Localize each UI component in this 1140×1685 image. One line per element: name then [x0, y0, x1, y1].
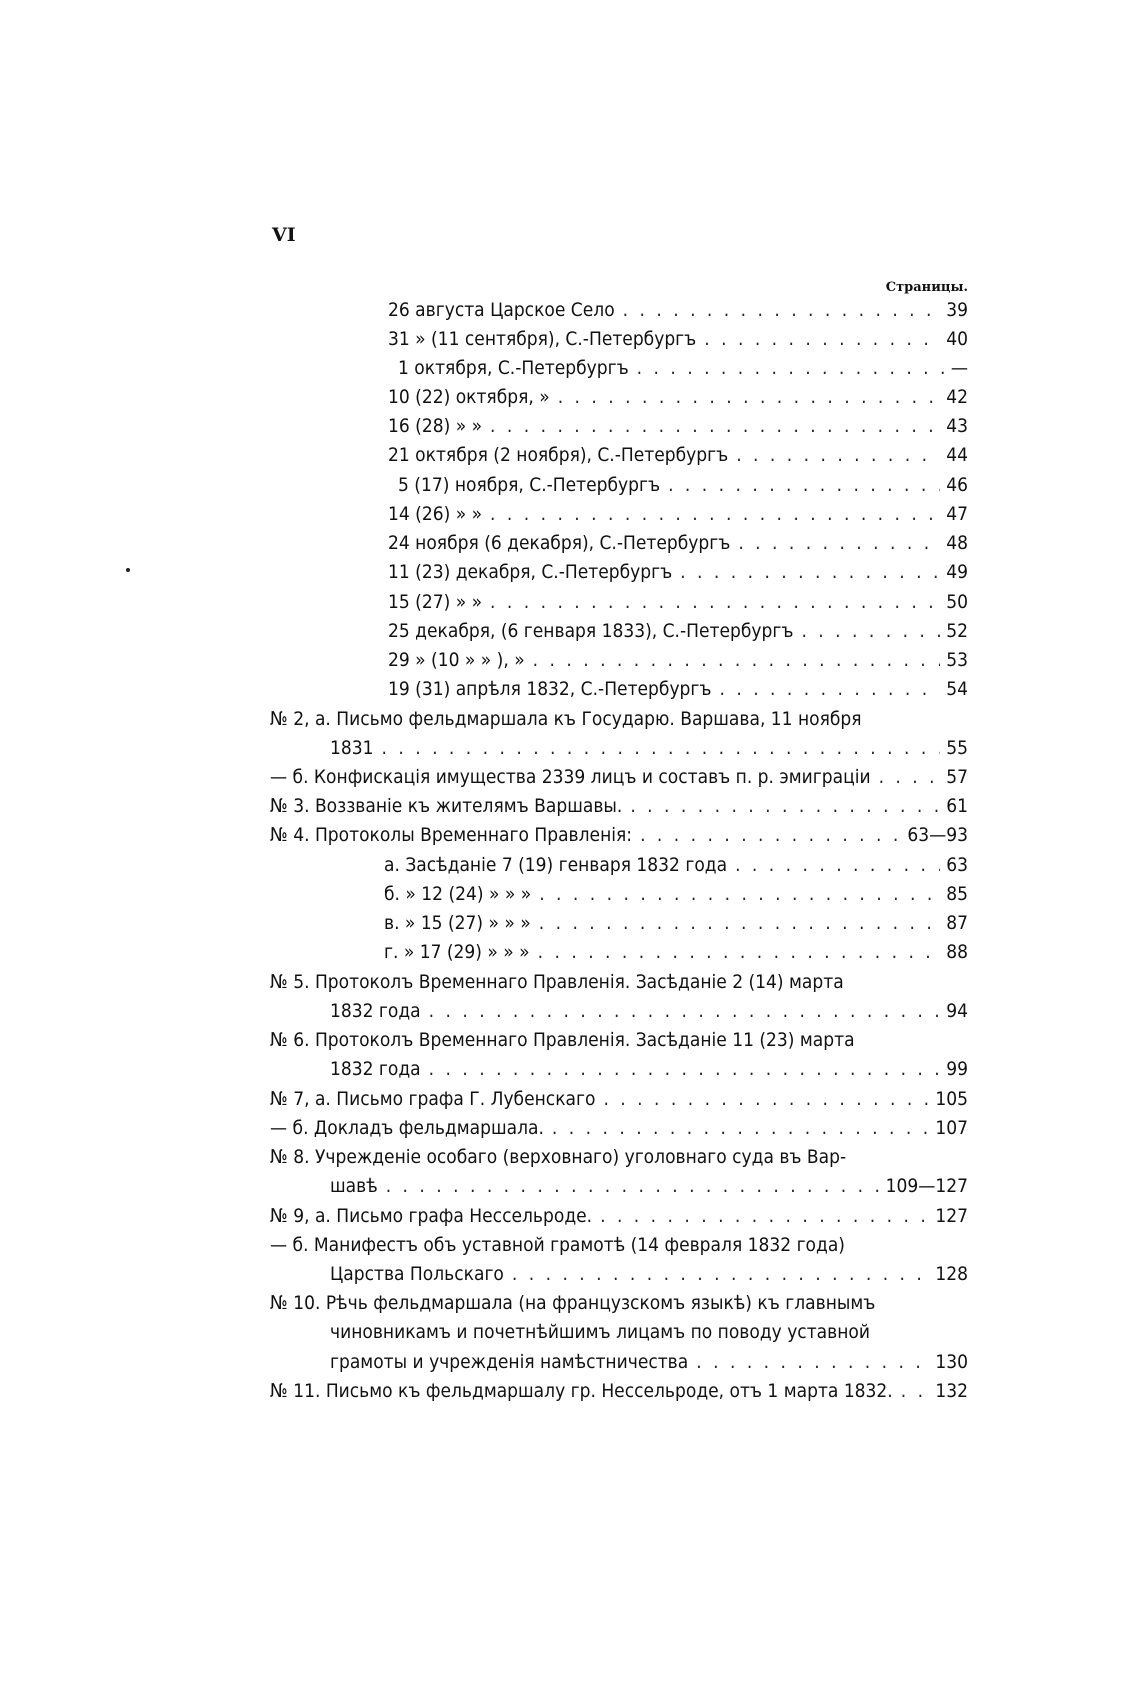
toc-entry	[270, 1379, 968, 1403]
toc-entry	[384, 853, 968, 877]
toc-entry-title: № 10. Рѣчь фельдмаршала (на французскомъ языкѣ) къ главнымъ	[270, 1292, 876, 1314]
dot-leader	[525, 648, 941, 672]
toc-entry	[330, 999, 968, 1023]
toc-entry	[388, 414, 968, 438]
toc-entry	[270, 823, 968, 847]
toc-entry-title: — б. Манифестъ объ уставной грамотѣ (14 февраля 1832 года)	[270, 1234, 845, 1256]
dot-leader	[544, 1116, 929, 1140]
toc-entry-title: — б. Конфискація имущества 2339 лицъ и составъ п. р. эмиграціи	[270, 766, 871, 788]
dot-leader	[592, 1204, 929, 1228]
toc-entry-page: 46	[946, 474, 968, 496]
dot-leader	[504, 1262, 929, 1286]
toc-entry-title: 10 (22) октября, »	[388, 386, 550, 408]
toc-entry-title: 1 октября, С.-Петербургъ	[398, 357, 629, 379]
toc-entry-title: 26 августа Царское Село	[388, 299, 615, 321]
toc-entry	[270, 1291, 968, 1315]
toc-entry	[398, 356, 968, 380]
toc-entry-title: 16 (28) » »	[388, 415, 483, 437]
toc-entry-page: 48	[946, 532, 968, 554]
toc-entry-title: № 7, а. Письмо графа Г. Лубенскаго	[270, 1088, 596, 1110]
toc-entry	[388, 502, 968, 526]
toc-entry-page: 127	[935, 1205, 968, 1227]
toc-entry	[388, 590, 968, 614]
toc-entry-title: 1831	[330, 737, 374, 759]
toc-entry-page: 52	[946, 620, 968, 642]
toc-entry-page: 63—93	[907, 824, 968, 846]
dot-leader	[378, 1174, 880, 1198]
toc-entry-title: 5 (17) ноября, С.-Петербургъ	[398, 474, 661, 496]
toc-entry-title: № 5. Протоколъ Временнаго Правленія. Засѣданіе 2 (14) марта	[270, 971, 844, 993]
dot-leader	[632, 823, 901, 847]
toc-entry-page: 49	[946, 561, 968, 583]
toc-entry	[270, 794, 968, 818]
toc-entry-title: а. Засѣданіе 7 (19) генваря 1832 года	[384, 854, 728, 876]
toc-entry	[330, 1320, 968, 1344]
toc-entry-page: 63	[946, 854, 968, 876]
dot-leader	[672, 560, 940, 584]
dot-leader	[482, 414, 940, 438]
toc-entry-page: —	[950, 357, 968, 379]
toc-entry	[330, 1174, 968, 1198]
pages-column-heading: Страницы.	[885, 280, 968, 295]
dot-leader	[727, 853, 940, 877]
toc-entry-title: 14 (26) » »	[388, 503, 483, 525]
toc-entry	[330, 1057, 968, 1081]
toc-entry-page: 47	[946, 503, 968, 525]
toc-entry-title: 31 » (11 сентября), С.-Петербургъ	[388, 328, 697, 350]
toc-entry-title: в. » 15 (27) » » »	[384, 912, 531, 934]
dot-leader	[421, 1057, 941, 1081]
toc-entry-page: 39	[946, 299, 968, 321]
toc-entry-page: 57	[946, 766, 968, 788]
dot-leader	[615, 298, 941, 322]
toc-entry	[384, 882, 968, 906]
toc-entry-page: 130	[935, 1351, 968, 1373]
toc-entry-page: 43	[946, 415, 968, 437]
dot-leader	[421, 999, 941, 1023]
toc-entry-page: 94	[946, 1000, 968, 1022]
toc-entry	[330, 1262, 968, 1286]
print-speck	[126, 568, 130, 572]
toc-entry	[330, 736, 968, 760]
toc-entry-page: 88	[946, 941, 968, 963]
dot-leader	[696, 327, 940, 351]
dot-leader	[793, 619, 940, 643]
toc-entry	[270, 1028, 968, 1052]
toc-entry-title: 1832 года	[330, 1000, 421, 1022]
toc-entry	[398, 473, 968, 497]
toc-entry-title: грамоты и учрежденія намѣстничества	[330, 1351, 689, 1373]
toc-entry-page: 42	[946, 386, 968, 408]
toc-entry-title: № 11. Письмо къ фельдмаршалу гр. Нессельроде, отъ 1 марта 1832.	[270, 1380, 893, 1402]
toc-entry	[384, 940, 968, 964]
toc-entry-page: 87	[946, 912, 968, 934]
toc-entry-title: г. » 17 (29) » » »	[384, 941, 530, 963]
dot-leader	[629, 356, 945, 380]
toc-entry-title: 21 октября (2 ноября), С.-Петербургъ	[388, 444, 729, 466]
toc-entry-page: 44	[946, 444, 968, 466]
toc-entry-page: 85	[946, 883, 968, 905]
dot-leader	[660, 473, 940, 497]
toc-entry-title: 29 » (10 » » ), »	[388, 649, 525, 671]
toc-entry-page: 50	[946, 591, 968, 613]
dot-leader	[688, 1350, 929, 1374]
toc-entry	[270, 1204, 968, 1228]
toc-entry-title: № 4. Протоколы Временнаго Правленія:	[270, 824, 633, 846]
toc-entry-title: 24 ноября (6 декабря), С.-Петербургъ	[388, 532, 731, 554]
toc-entry	[388, 443, 968, 467]
toc-entry-page: 53	[946, 649, 968, 671]
toc-entry-title: 25 декабря, (6 генваря 1833), С.-Петербургъ	[388, 620, 794, 642]
toc-entry-title: шавѣ	[330, 1175, 378, 1197]
dot-leader	[730, 531, 940, 555]
toc-entry	[270, 765, 968, 789]
toc-entry-title: № 6. Протоколъ Временнаго Правленія. Засѣданіе 11 (23) марта	[270, 1029, 855, 1051]
dot-leader	[482, 590, 940, 614]
toc-entry-page: 132	[935, 1380, 968, 1402]
toc-entry	[270, 970, 968, 994]
toc-entry-title: № 3. Воззваніе къ жителямъ Варшавы.	[270, 795, 623, 817]
toc-entry-title: 1832 года	[330, 1058, 421, 1080]
toc-entry-page: 54	[946, 678, 968, 700]
toc-entry	[270, 1116, 968, 1140]
toc-entry-page: 107	[935, 1117, 968, 1139]
toc-entry	[270, 1087, 968, 1111]
toc-entry	[270, 1145, 968, 1169]
dot-leader	[711, 677, 940, 701]
toc-entry-title: 11 (23) декабря, С.-Петербургъ	[388, 561, 673, 583]
toc-entry-title: чиновникамъ и почетнѣйшимъ лицамъ по поводу уставной	[330, 1321, 870, 1343]
dot-leader	[595, 1087, 929, 1111]
dot-leader	[622, 794, 940, 818]
toc-entry-title: № 9, а. Письмо графа Нессельроде.	[270, 1205, 593, 1227]
toc-entry-page: 99	[946, 1058, 968, 1080]
toc-entry	[388, 677, 968, 701]
dot-leader	[871, 765, 941, 789]
toc-entry-page: 128	[935, 1263, 968, 1285]
toc-entry-title: — б. Докладъ фельдмаршала.	[270, 1117, 544, 1139]
toc-entry-page: 61	[946, 795, 968, 817]
toc-entry-page: 55	[946, 737, 968, 759]
toc-entry-page: 109—127	[885, 1175, 968, 1197]
toc-entry	[384, 911, 968, 935]
toc-entry-title: б. » 12 (24) » » »	[384, 883, 532, 905]
toc-entry	[270, 1233, 968, 1257]
toc-entry-title: № 2, а. Письмо фельдмаршала къ Государю. Варшава, 11 ноября	[270, 708, 862, 730]
dot-leader	[531, 882, 940, 906]
toc-entry-title: 19 (31) апрѣля 1832, С.-Петербургъ	[388, 678, 712, 700]
dot-leader	[530, 940, 941, 964]
toc-entry	[388, 385, 968, 409]
page-number: VI	[272, 224, 296, 246]
toc-entry	[388, 531, 968, 555]
toc-entry	[388, 648, 968, 672]
toc-entry-title: 15 (27) » »	[388, 591, 483, 613]
dot-leader	[531, 911, 941, 935]
dot-leader	[374, 736, 941, 760]
toc-entry	[388, 619, 968, 643]
toc-entry	[388, 298, 968, 322]
dot-leader	[728, 443, 940, 467]
toc-entry-title: Царства Польскаго	[330, 1263, 504, 1285]
toc-entry-title: № 8. Учрежденіе особаго (верховнаго) уголовнаго суда въ Вар-	[270, 1146, 847, 1168]
dot-leader	[893, 1379, 930, 1403]
toc-entry	[330, 1350, 968, 1374]
dot-leader	[550, 385, 941, 409]
toc-entry	[270, 707, 968, 731]
toc-entry-page: 105	[935, 1088, 968, 1110]
toc-entry	[388, 327, 968, 351]
dot-leader	[482, 502, 940, 526]
toc-entry	[388, 560, 968, 584]
toc-entry-page: 40	[946, 328, 968, 350]
